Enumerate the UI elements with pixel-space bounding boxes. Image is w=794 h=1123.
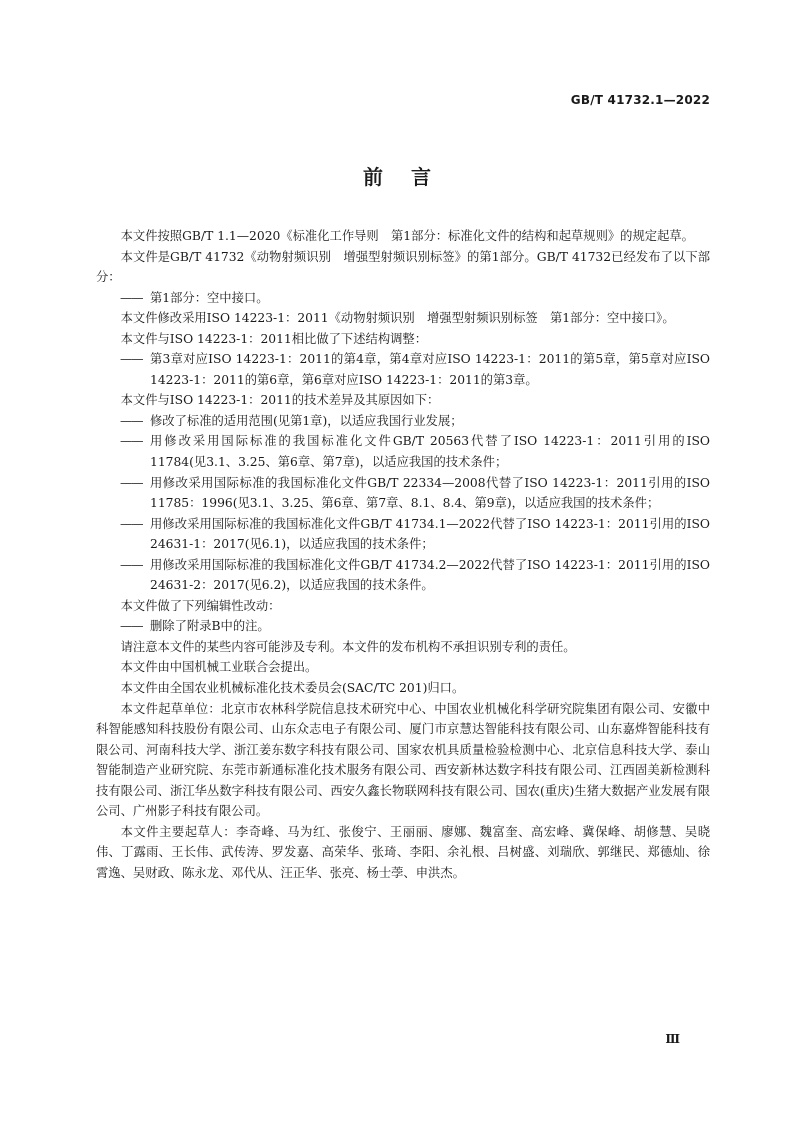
list-item-text: 用修改采用国际标准的我国标准化文件GB/T 41734.1—2022代替了ISO 14223-1：2011引用的ISO 24631-1：2017(见6.1)，以适应我国的技术条件； [150, 516, 710, 552]
list-dash: —— [120, 619, 143, 634]
list-dash: —— [120, 290, 143, 305]
list-dash: —— [120, 516, 143, 531]
list-item-technical-difference [96, 431, 710, 472]
list-item-text: 删除了附录B中的注。 [150, 619, 270, 634]
paragraph-structure-intro: 本文件与ISO 14223-1：2011相比做了下述结构调整： [120, 331, 428, 346]
paragraph-patent-notice: 请注意本文件的某些内容可能涉及专利。本文件的发布机构不承担识别专利的责任。 [120, 639, 576, 654]
list-dash: —— [120, 475, 143, 490]
list-dash: —— [120, 352, 143, 367]
list-item-structure-change [96, 349, 710, 390]
foreword-body [96, 226, 710, 884]
list-item-published-part [96, 288, 710, 309]
list-item-text: 用修改采用国际标准的我国标准化文件GB/T 22334—2008代替了ISO 14223-1：2011引用的ISO 11785：1996(见3.1、3.25、第6章、第7章、8.1、8.4、第9章)，以适应我国的技术条件； [150, 475, 710, 511]
list-item-text: 修改了标准的适用范围(见第1章)，以适应我国行业发展； [150, 413, 463, 428]
list-dash: —— [120, 557, 143, 572]
list-dash: —— [120, 413, 143, 428]
list-item-text: 用修改采用国际标准的我国标准化文件GB/T 41734.2—2022代替了ISO 14223-1：2011引用的ISO 24631-2：2017(见6.2)，以适应我国的技术条件。 [150, 557, 710, 593]
paragraph-adoption: 本文件修改采用ISO 14223-1：2011《动物射频识别 增强型射频识别标签 第1部分：空中接口》。 [120, 311, 675, 326]
list-item-technical-difference [96, 411, 710, 432]
page-title: 前言 [363, 165, 459, 189]
paragraph-drafting-units: 本文件起草单位：北京市农林科学院信息技术研究中心、中国农业机械化科学研究院集团有限公司、安徽中科智能感知科技股份有限公司、山东众志电子有限公司、厦门市京慧达智能科技有限公司、山东嘉烨智能科技有限公司、河南科技大学、浙江姜东数字科技有限公司、国家农机具质量检验检测中心、北京信息科技大学、泰山智能制造产业研究院、东莞市新通标准化技术服务有限公司、西安新林达数字科技有限公司、江西固美新检测科技有限公司、浙江华丛数字科技有限公司、西安久鑫长物联网科技有限公司、国农(重庆)生猪大数据产业发展有限公司、广州影子科技有限公司。 [96, 701, 710, 819]
list-item-technical-difference [96, 473, 710, 514]
paragraph-drafting-rules: 本文件按照GB/T 1.1—2020《标准化工作导则 第1部分：标准化文件的结构和起草规则》的规定起草。 [120, 229, 694, 243]
list-item-text: 第1部分：空中接口。 [150, 290, 269, 305]
list-dash: —— [120, 434, 143, 449]
standard-number: GB/T 41732.1—2022 [570, 93, 710, 107]
page-number: Ⅲ [665, 1032, 680, 1046]
paragraph-series-info: 本文件是GB/T 41732《动物射频识别 增强型射频识别标签》的第1部分。GB/T 41732已经发布了以下部分： [96, 249, 710, 285]
list-item-text: 用修改采用国际标准的我国标准化文件GB/T 20563代替了ISO 14223-1：2011引用的ISO 11784(见3.1、3.25、第6章、第7章)，以适应我国的技术条件； [150, 434, 710, 470]
list-item-editorial-change [96, 616, 710, 637]
paragraph-editorial-intro: 本文件做了下列编辑性改动： [120, 598, 281, 613]
paragraph-drafters: 本文件主要起草人：李奇峰、马为红、张俊宁、王丽丽、廖娜、魏富奎、高宏峰、冀保峰、胡修慧、吴晓伟、丁露雨、王长伟、武传涛、罗发嘉、高荣华、张琦、李阳、余礼根、吕树盛、刘瑞欣、郭继民、郑德灿、徐霄逸、吴财政、陈永龙、邓代从、汪正华、张亮、杨士荸、申洪杰。 [96, 824, 710, 880]
list-item-technical-difference [96, 555, 710, 596]
paragraph-committee: 本文件由全国农业机械标准化技术委员会(SAC/TC 201)归口。 [120, 681, 465, 696]
list-item-technical-difference [96, 514, 710, 555]
paragraph-technical-intro: 本文件与ISO 14223-1：2011的技术差异及其原因如下： [120, 393, 440, 408]
list-item-text: 第3章对应ISO 14223-1：2011的第4章，第4章对应ISO 14223-1：2011的第5章，第5章对应ISO 14223-1：2011的第6章，第6章对应ISO 14223-1：2011的第3章。 [150, 352, 710, 387]
paragraph-proposer: 本文件由中国机械工业联合会提出。 [120, 660, 318, 675]
